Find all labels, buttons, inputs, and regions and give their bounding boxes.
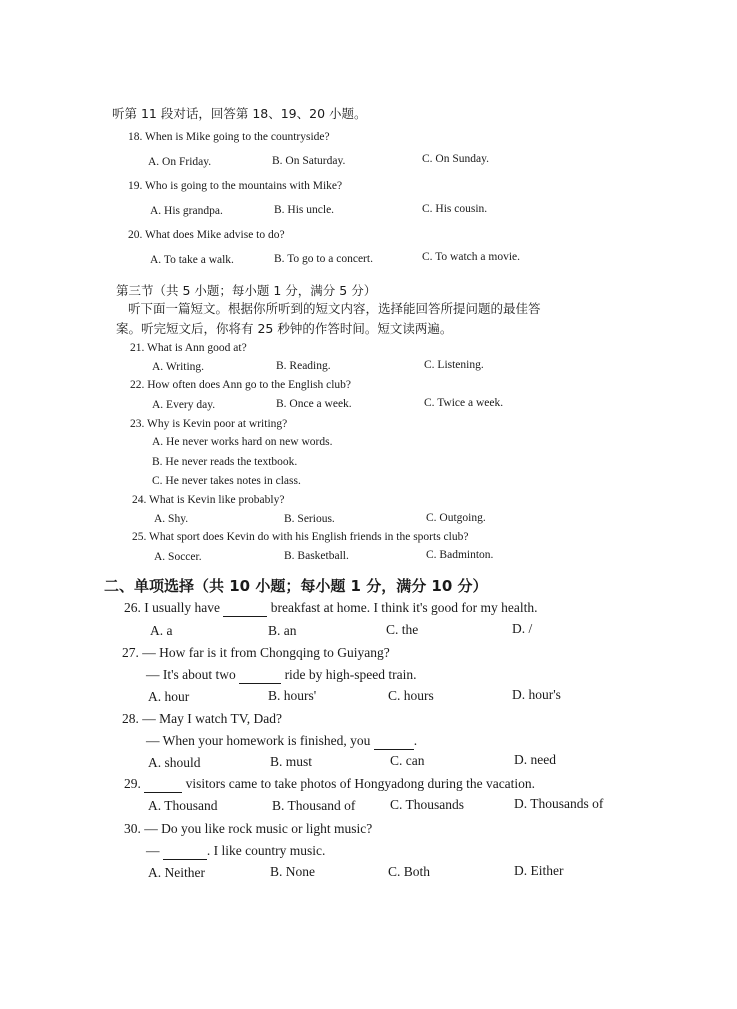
question-27-option-d: D. hour's	[512, 687, 561, 702]
question-19-option-c: C. His cousin.	[422, 203, 488, 215]
question-19-option-a: A. His grandpa.	[150, 205, 223, 217]
question-30-line2-pre: —	[146, 843, 160, 858]
answer-blank	[144, 776, 182, 793]
question-20-stem: 20. What does Mike advise to do?	[128, 229, 285, 241]
question-20-option-a: A. To take a walk.	[150, 254, 234, 266]
question-26-option-b: B. an	[268, 623, 297, 638]
part3-instructions-line2: 案。听完短文后，你将有 25 秒钟的作答时间。短文读两遍。	[116, 321, 453, 336]
question-29-option-b: B. Thousand of	[272, 798, 356, 813]
question-26-stem-pre: 26. I usually have	[124, 600, 220, 615]
question-21-option-c: C. Listening.	[424, 359, 484, 371]
question-29-number: 29.	[124, 776, 141, 791]
question-26-option-a: A. a	[150, 623, 173, 638]
question-19-option-b: B. His uncle.	[274, 204, 335, 216]
question-28-option-c: C. can	[390, 753, 425, 768]
question-24-option-c: C. Outgoing.	[426, 512, 486, 524]
question-25-option-a: A. Soccer.	[154, 551, 202, 563]
question-26-option-d: D. /	[512, 621, 533, 636]
answer-blank	[239, 667, 281, 684]
question-22-option-b: B. Once a week.	[276, 398, 352, 410]
question-29-option-d: D. Thousands of	[514, 796, 604, 811]
question-24-option-a: A. Shy.	[154, 513, 189, 525]
question-27-line2	[146, 667, 417, 684]
question-23-option-a: A. He never works hard on new words.	[152, 436, 333, 448]
question-25-option-b: B. Basketball.	[284, 550, 349, 562]
question-28-option-d: D. need	[514, 752, 556, 767]
answer-blank	[374, 733, 414, 750]
question-28-line2	[146, 733, 417, 750]
question-26-stem	[124, 600, 537, 617]
question-21-option-a: A. Writing.	[152, 361, 205, 373]
question-21-option-b: B. Reading.	[276, 360, 331, 372]
question-28-line2-post: .	[413, 733, 418, 748]
question-25-option-c: C. Badminton.	[426, 549, 494, 561]
question-20-option-b: B. To go to a concert.	[274, 253, 373, 265]
question-27-line1: 27. — How far is it from Chongqing to Guiyang?	[122, 645, 390, 660]
question-26-option-c: C. the	[386, 622, 419, 637]
question-27-option-a: A. hour	[148, 689, 190, 704]
section-heading-listening-11: 听第 11 段对话，回答第 18、19、20 小题。	[112, 106, 367, 121]
question-30-line1: 30. — Do you like rock music or light music?	[124, 821, 373, 836]
question-22-option-a: A. Every day.	[152, 399, 216, 411]
part3-instructions-line1: 听下面一篇短文。根据你所听到的短文内容，选择能回答所提问题的最佳答	[128, 301, 541, 316]
section2-title: 二、单项选择（共 10 小题；每小题 1 分，满分 10 分）	[104, 577, 488, 595]
question-19-stem: 19. Who is going to the mountains with Mike?	[128, 180, 343, 192]
question-29-option-c: C. Thousands	[390, 797, 465, 812]
question-18-stem: 18. When is Mike going to the countryside?	[128, 131, 330, 143]
question-29-stem-post: visitors came to take photos of Hongyadong during the vacation.	[185, 776, 536, 791]
answer-blank	[163, 843, 207, 860]
answer-blank	[223, 600, 267, 617]
question-26-stem-post: breakfast at home. I think it's good for my health.	[270, 600, 538, 615]
question-23-option-b: B. He never reads the textbook.	[152, 456, 298, 468]
question-18-option-a: A. On Friday.	[148, 156, 212, 168]
question-18-option-c: C. On Sunday.	[422, 153, 489, 165]
question-30-line2	[146, 843, 325, 860]
question-24-option-b: B. Serious.	[284, 513, 335, 525]
question-22-stem: 22. How often does Ann go to the English club?	[130, 379, 352, 391]
question-20-option-c: C. To watch a movie.	[422, 251, 520, 263]
question-28-option-a: A. should	[148, 755, 201, 770]
question-27-option-b: B. hours'	[268, 688, 317, 703]
part3-title: 第三节（共 5 小题；每小题 1 分，满分 5 分）	[116, 283, 377, 298]
question-30-option-c: C. Both	[388, 864, 431, 879]
question-28-line2-pre: — When your homework is finished, you	[146, 733, 371, 748]
question-27-line2-post: ride by high-speed train.	[284, 667, 417, 682]
question-27-line2-pre: — It's about two	[146, 667, 236, 682]
question-30-line2-post: . I like country music.	[206, 843, 326, 858]
question-23-stem: 23. Why is Kevin poor at writing?	[130, 418, 288, 430]
question-30-option-a: A. Neither	[148, 865, 205, 880]
question-28-line1: 28. — May I watch TV, Dad?	[122, 711, 282, 726]
question-21-stem: 21. What is Ann good at?	[130, 342, 247, 354]
question-27-option-c: C. hours	[388, 688, 434, 703]
question-29-stem	[124, 776, 535, 793]
question-29-option-a: A. Thousand	[148, 798, 218, 813]
question-30-option-b: B. None	[270, 864, 315, 879]
question-18-option-b: B. On Saturday.	[272, 155, 346, 167]
question-23-option-c: C. He never takes notes in class.	[152, 475, 301, 487]
question-25-stem: 25. What sport does Kevin do with his English friends in the sports club?	[132, 531, 469, 543]
question-24-stem: 24. What is Kevin like probably?	[132, 494, 285, 506]
question-30-option-d: D. Either	[514, 863, 564, 878]
question-22-option-c: C. Twice a week.	[424, 397, 504, 409]
question-28-option-b: B. must	[270, 754, 313, 769]
